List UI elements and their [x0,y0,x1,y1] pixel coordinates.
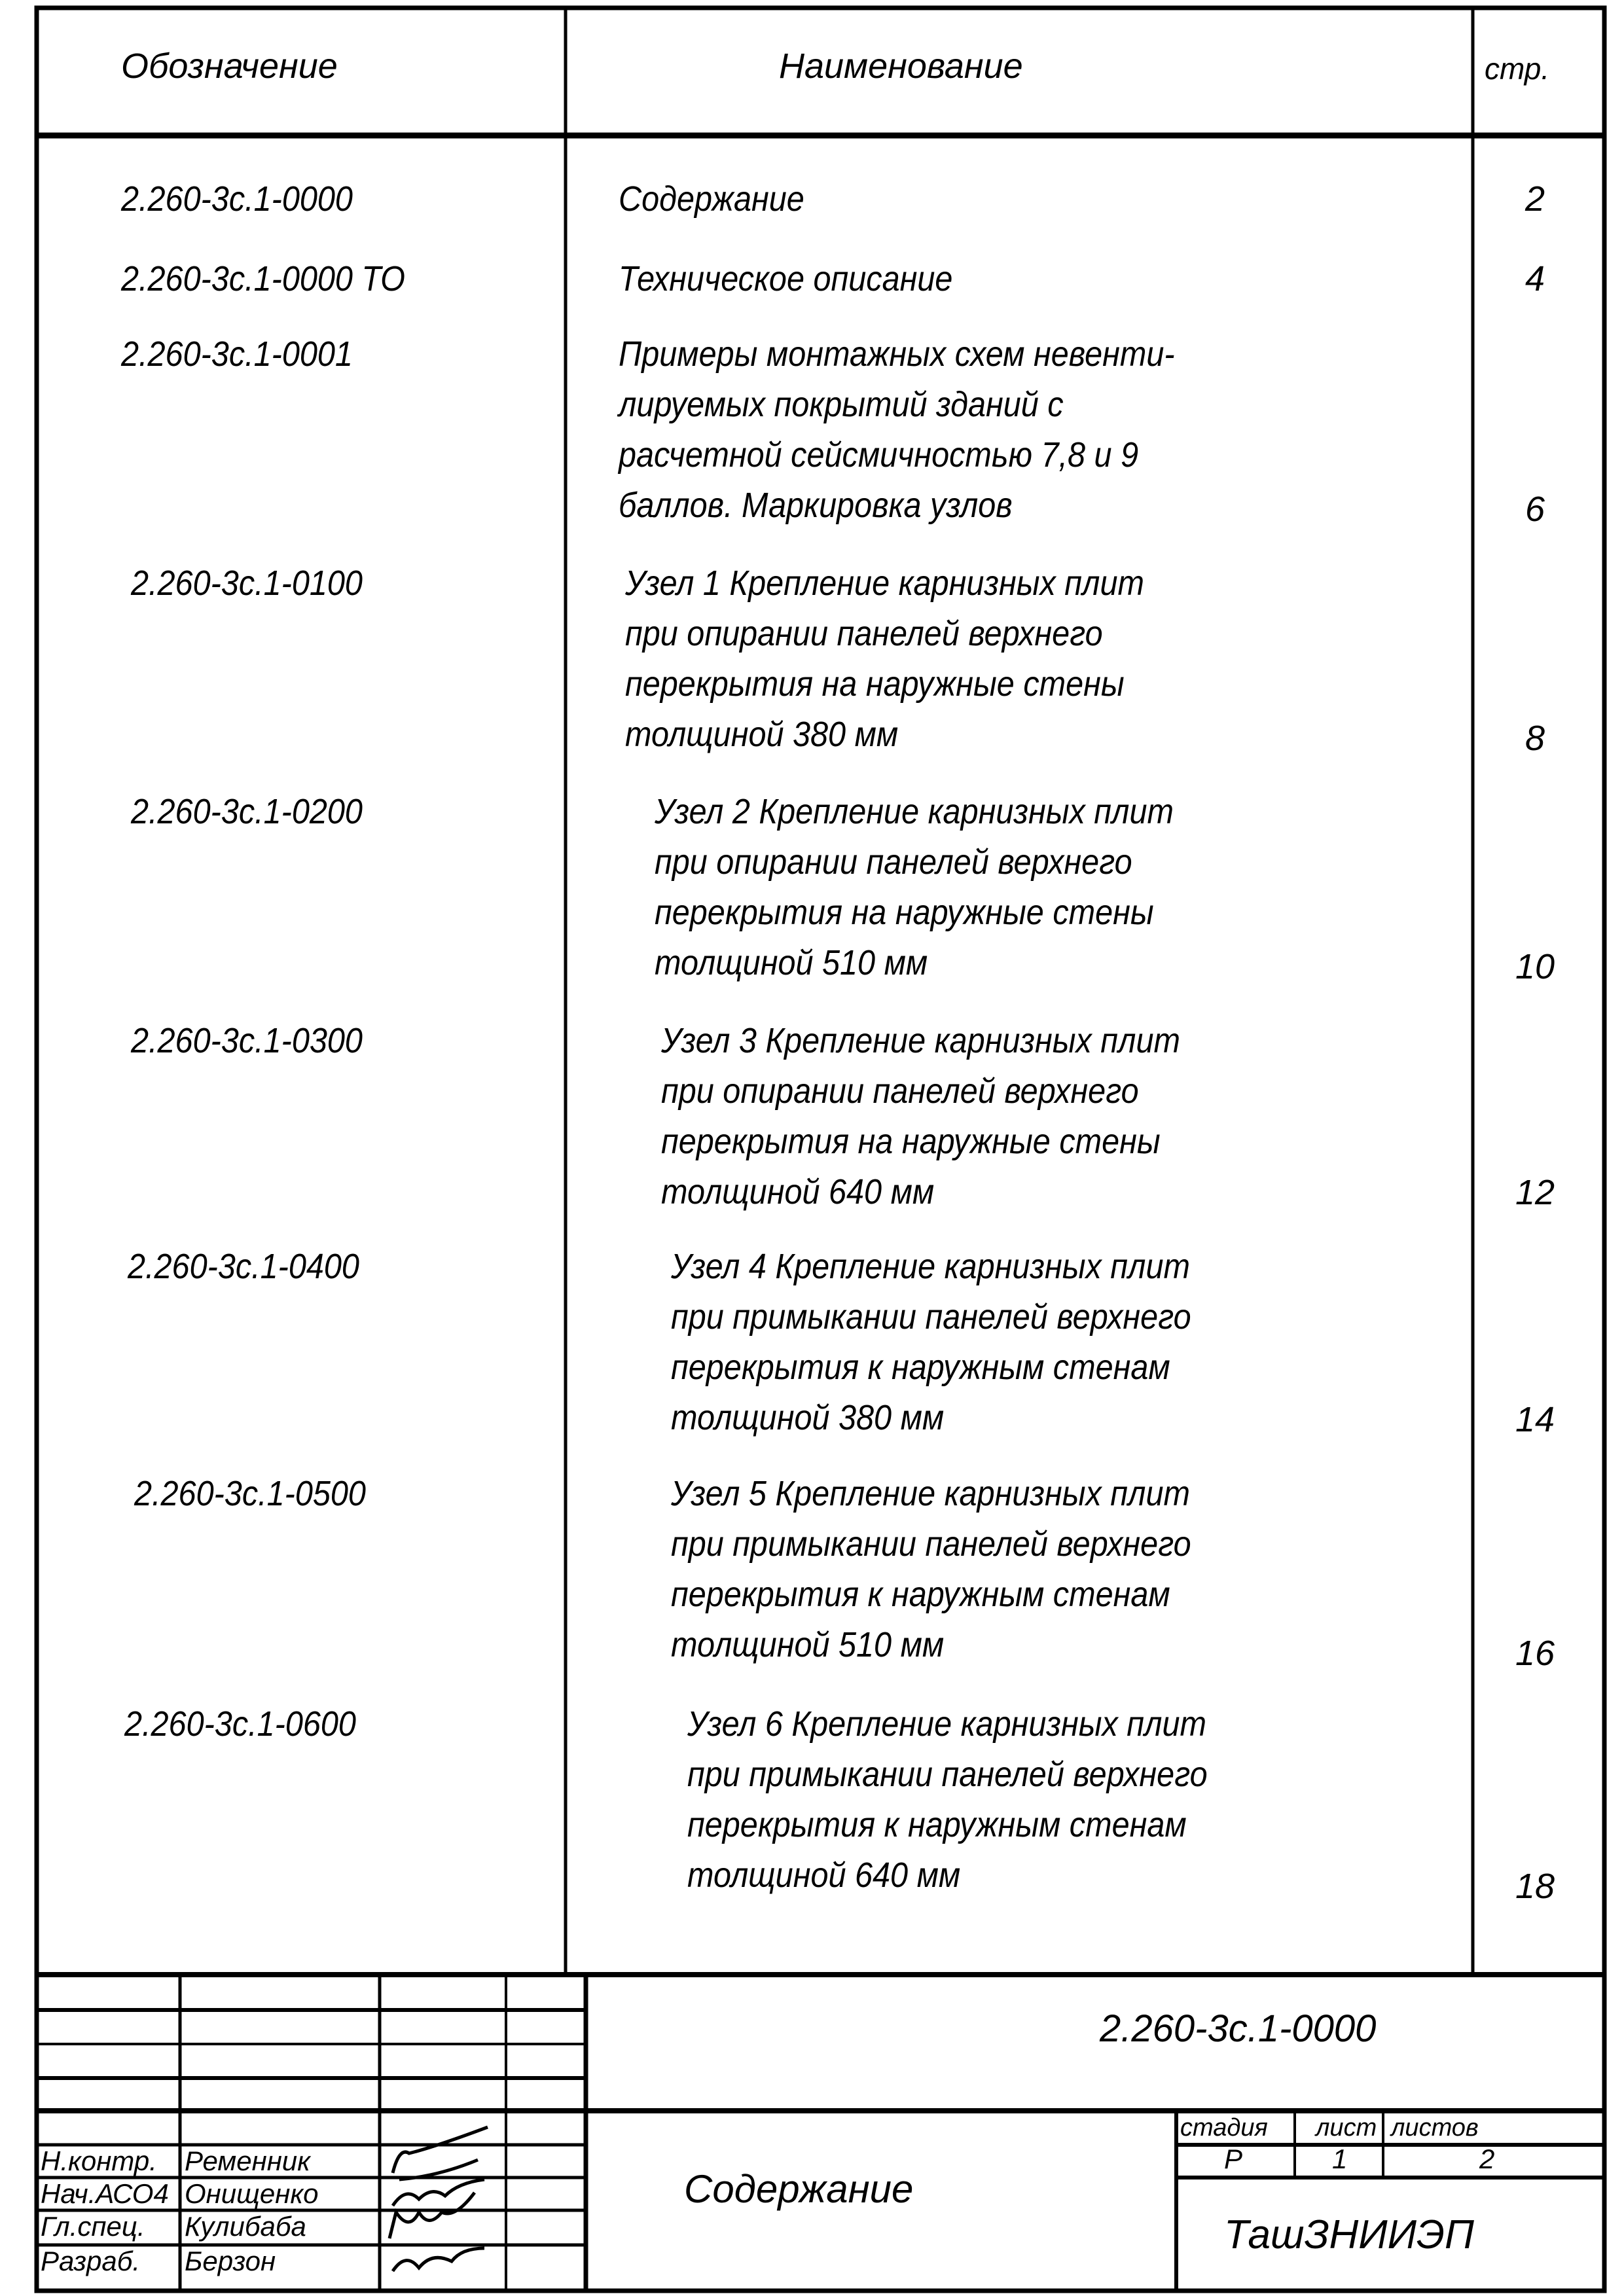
header-page: стр. [1485,52,1550,86]
row-code: 2.260-3с.1-0500 [134,1474,366,1513]
row-code: 2.260-3с.1-0400 [128,1247,359,1286]
row-name [655,787,1174,988]
signature-1 [393,2127,488,2179]
row-page: 4 [1525,259,1545,298]
row-code: 2.260-3с.1-0600 [124,1704,356,1744]
row-name [671,1469,1191,1670]
row-name [619,174,804,224]
title-block-document-title: Содержание [684,2167,914,2211]
row-name-line: перекрытия на наружные стены [661,1122,1161,1161]
staff-name: Ременник [185,2145,310,2176]
row-name-line: толщиной 380 мм [671,1398,945,1437]
row-name-line: Узел 3 Крепление карнизных плит [661,1021,1180,1060]
row-page: 14 [1515,1400,1555,1439]
row-name [687,1699,1208,1901]
signature-2 [393,2179,484,2206]
row-name-line: толщиной 510 мм [671,1625,945,1664]
stage-value: Р [1224,2144,1243,2174]
staff-role: Нач.АСО4 [41,2178,169,2209]
row-page: 12 [1515,1173,1555,1212]
row-name-line: Узел 2 Крепление карнизных плит [655,792,1174,831]
staff-name: Кулибаба [185,2211,306,2242]
row-name-line: Узел 6 Крепление карнизных плит [687,1704,1206,1744]
row-name-line: толщиной 380 мм [625,715,899,754]
row-name-line: перекрытия на наружные стены [655,893,1154,932]
row-name-line: при примыкании панелей верхнего [671,1297,1191,1336]
sheets-label: листов [1391,2114,1479,2142]
staff-name: Берзон [185,2246,276,2276]
row-name-line: Узел 4 Крепление карнизных плит [671,1247,1190,1286]
row-code: 2.260-3с.1-0300 [131,1021,363,1060]
sheets-value: 2 [1479,2144,1495,2174]
stage-label: стадия [1180,2114,1268,2142]
row-code: 2.260-3с.1-0200 [131,792,363,831]
row-name-line: при примыкании панелей верхнего [687,1755,1208,1794]
title-block-document-code: 2.260-3с.1-0000 [1100,2007,1377,2050]
row-page: 10 [1515,947,1555,986]
row-name-line: толщиной 510 мм [655,943,928,982]
signature-4 [393,2248,484,2271]
row-name-line: Узел 5 Крепление карнизных плит [671,1474,1190,1513]
staff-role: Разраб. [41,2246,140,2276]
row-name [619,254,952,304]
row-page: 6 [1525,490,1545,529]
row-name-line: расчетной сейсмичностью 7,8 и 9 [619,435,1139,475]
row-name-line: при опирании панелей верхнего [625,614,1103,653]
sheet-label: лист [1316,2114,1377,2142]
staff-name: Онищенко [185,2178,319,2209]
row-name-line: при примыкании панелей верхнего [671,1524,1191,1564]
row-code: 2.260-3с.1-0100 [131,564,363,603]
row-name-line: толщиной 640 мм [687,1856,961,1895]
row-name-line: перекрытия к наружным стенам [687,1805,1187,1844]
row-code: 2.260-3с.1-0001 [121,334,353,374]
row-page: 18 [1515,1867,1555,1906]
row-name-line: толщиной 640 мм [661,1172,935,1211]
row-name-line: Узел 1 Крепление карнизных плит [625,564,1144,603]
sheet-value: 1 [1332,2144,1348,2174]
header-name: Наименование [779,46,1023,86]
row-name [661,1016,1180,1217]
row-name-line: Примеры монтажных схем невенти- [619,334,1175,374]
row-name-line: при опирании панелей верхнего [661,1071,1139,1111]
row-name [625,558,1144,760]
header-designation: Обозначение [121,46,338,86]
row-name-line: баллов. Маркировка узлов [619,486,1013,525]
row-name [619,329,1175,531]
staff-role: Гл.спец. [41,2211,145,2242]
row-name-line: перекрытия на наружные стены [625,664,1125,704]
row-page: 2 [1525,179,1545,219]
staff-role: Н.контр. [41,2145,157,2176]
row-name-line: Техническое описание [619,259,953,298]
row-page: 16 [1515,1634,1555,1673]
row-code: 2.260-3с.1-0000 ТО [121,259,405,298]
row-page: 8 [1525,719,1545,758]
row-name [671,1242,1191,1443]
row-name-line: лируемых покрытий зданий с [619,385,1064,424]
signatures [389,2127,488,2271]
row-name-line: при опирании панелей верхнего [655,842,1132,882]
row-name-line: перекрытия к наружным стенам [671,1348,1170,1387]
organization: ТашЗНИИЭП [1224,2212,1474,2257]
row-name-line: перекрытия к наружным стенам [671,1575,1170,1614]
row-code: 2.260-3с.1-0000 [121,179,353,219]
signature-3 [389,2193,475,2238]
row-name-line: Содержание [619,179,804,219]
